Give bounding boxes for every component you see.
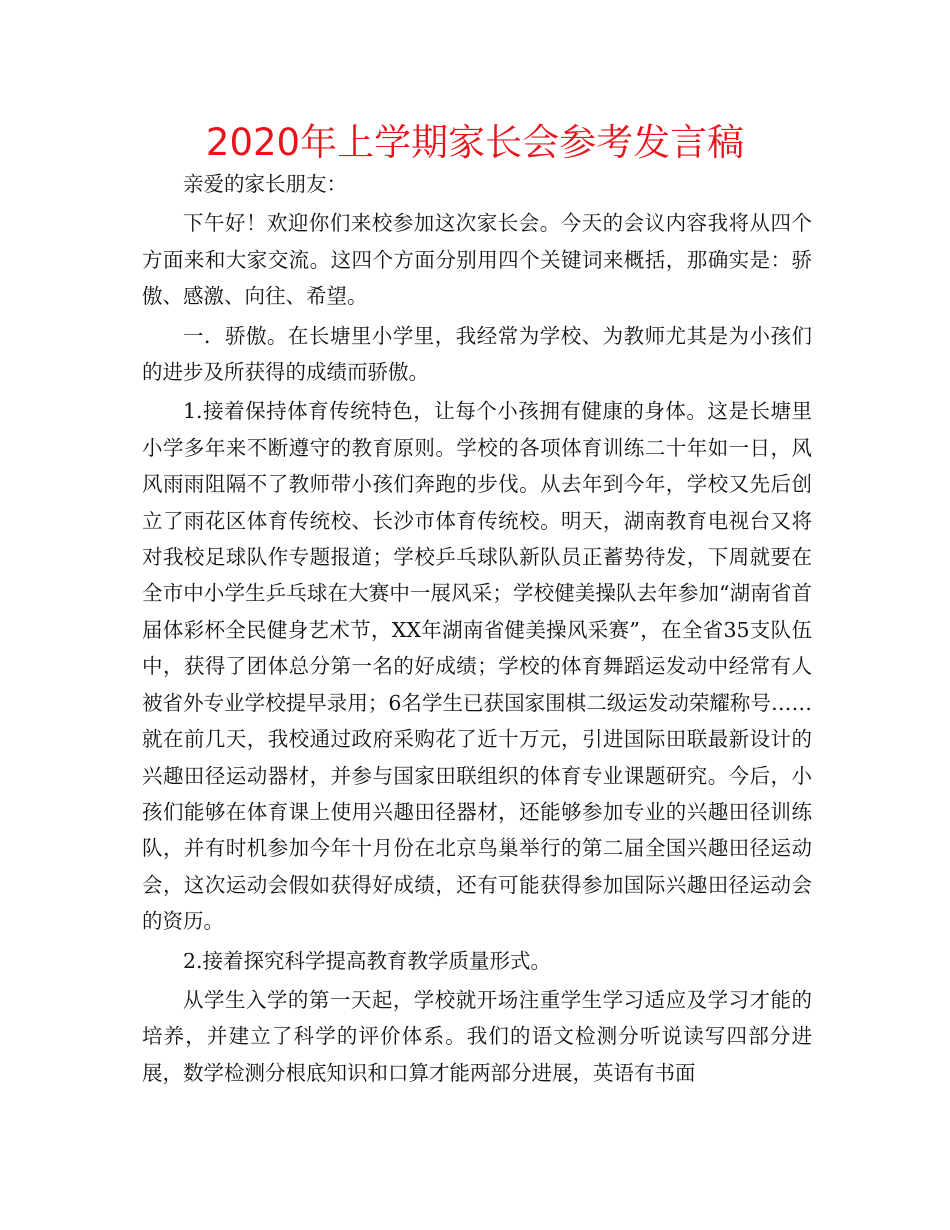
point-two-heading: 2.接着探究科学提高教育教学质量形式。	[183, 948, 552, 973]
document-body	[142, 166, 812, 1091]
section-one-paragraph: 一．骄傲。在长塘里小学里，我经常为学校、为教师尤其是为小孩们的进步及所获得的成绩而骄傲。	[142, 323, 812, 385]
point-one-paragraph: 1.接着保持体育传统特色，让每个小孩拥有健康的身体。这是长塘里小学多年来不断遵守的教育原则。学校的各项体育训练二十年如一日，风风雨雨阻隔不了教师带小孩们奔跑的步伐。从去年到今年，学校又先后创立了雨花区体育传统校、长沙市体育传统校。明天，湖南教育电视台又将对我校足球队作专题报道；学校乒乓球队新队员正蓄势待发，下周就要在全市中小学生乒乓球在大赛中一展风采；学校健美操队去年参加“湖南省首届体彩杯全民健身艺术节，XX年湖南省健美操风采赛”，在全省35支队伍中，获得了团体总分第一名的好成绩；学校的体育舞蹈运发动中经常有人被省外专业学校提早录用；6名学生已获国家围棋二级运发动荣耀称号……就在前几天，我校通过政府采购花了近十万元，引进国际田联最新设计的兴趣田径运动器材，并参与国家田联组织的体育专业课题研究。今后，小孩们能够在体育课上使用兴趣田径器材，还能够参加专业的兴趣田径训练队，并有时机参加今年十月份在北京鸟巢举行的第二届全国兴趣田径运动会，这次运动会假如获得好成绩，还有可能获得参加国际兴趣田径运动会的资历。	[142, 399, 812, 934]
greeting-paragraph: 下午好！欢迎你们来校参加这次家长会。今天的会议内容我将从四个方面来和大家交流。这四个方面分别用四个关键词来概括，那确实是：骄傲、感激、向往、希望。	[142, 211, 812, 309]
document-title: 2020年上学期家长会参考发言稿	[205, 121, 745, 164]
salutation-paragraph: 亲爱的家长朋友：	[183, 172, 347, 196]
point-two-paragraph: 从学生入学的第一天起，学校就开场注重学生学习适应及学习才能的培养，并建立了科学的评价体系。我们的语文检测分听说读写四部分进展，数学检测分根底知识和口算才能两部分进展，英语有书面	[142, 987, 812, 1085]
